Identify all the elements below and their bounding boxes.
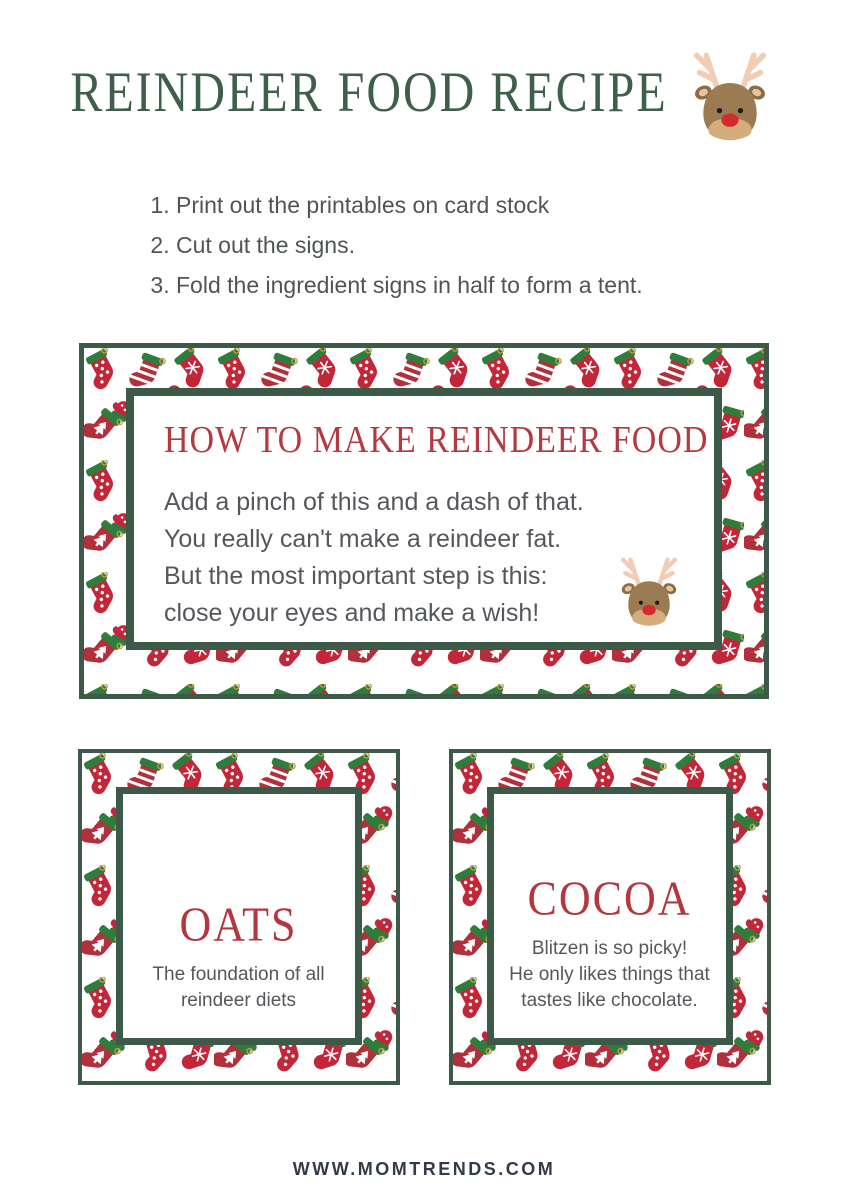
- ingredient-description: [509, 936, 710, 1014]
- ingredient-card-cocoa: [449, 749, 771, 1085]
- instruction-item: 3. Fold the ingredient signs in half to form a tent.: [176, 265, 848, 305]
- poem-line: But the most important step is this:: [164, 562, 548, 590]
- description-line: The foundation of all: [152, 964, 325, 985]
- recipe-card: [79, 343, 769, 699]
- recipe-card-title: HOW TO MAKE REINDEER FOOD: [164, 419, 709, 462]
- ingredient-card-inner: [487, 787, 733, 1045]
- reindeer-icon: [682, 43, 778, 143]
- description-line: tastes like chocolate.: [521, 990, 698, 1011]
- page-header: [0, 40, 848, 145]
- description-line: reindeer diets: [180, 990, 297, 1011]
- recipe-poem: [164, 484, 686, 632]
- site-footer: WWW.MOMTRENDS.COM: [292, 1159, 556, 1179]
- ingredient-card-oats: [78, 749, 400, 1085]
- ingredient-title: OATS: [179, 897, 298, 952]
- instructions-list: [142, 185, 848, 305]
- page-title: REINDEER FOOD RECIPE: [70, 61, 668, 124]
- ingredient-description: [152, 962, 324, 1014]
- ingredient-cards-row: [0, 749, 848, 1085]
- poem-line: You really can't make a reindeer fat.: [164, 525, 562, 553]
- instruction-item: 1. Print out the printables on card stock: [176, 185, 848, 225]
- poem-line: Add a pinch of this and a dash of that.: [164, 488, 584, 516]
- instruction-item: 2. Cut out the signs.: [176, 225, 848, 265]
- ingredient-title: COCOA: [527, 871, 692, 926]
- recipe-card-inner: [126, 388, 722, 650]
- poem-line: close your eyes and make a wish!: [164, 599, 540, 627]
- description-line: Blitzen is so picky!: [531, 938, 688, 959]
- reindeer-icon: [612, 550, 686, 628]
- ingredient-card-inner: [116, 787, 362, 1045]
- description-line: He only likes things that: [509, 964, 710, 985]
